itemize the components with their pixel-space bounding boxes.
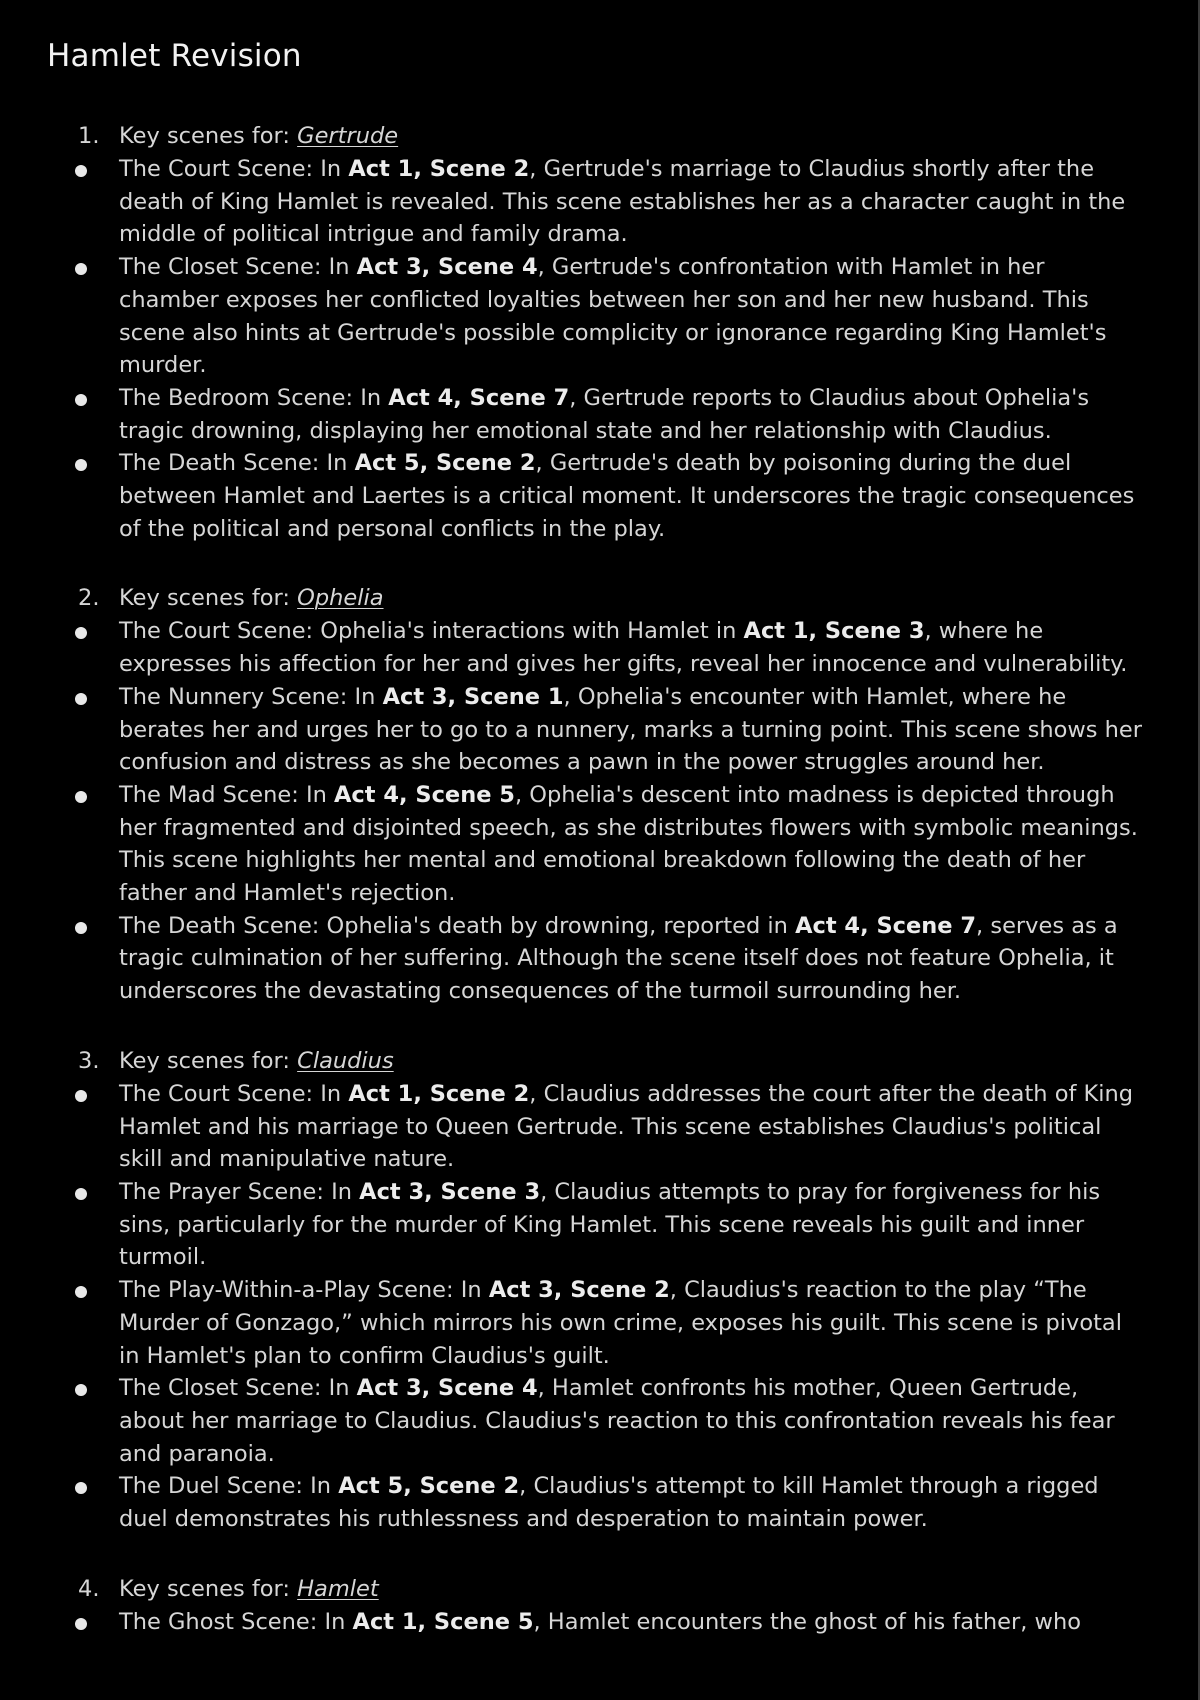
scene-description: , Gertrude reports to Claudius about Ophelia's tragic drowning, displaying her emotional state and her relationship with Claudius.: [119, 384, 1090, 444]
section-heading: [0, 1573, 1180, 1606]
section-heading-prefix: Key scenes for:: [119, 123, 298, 149]
act-scene-reference: Act 3, Scene 4: [356, 254, 538, 281]
act-scene-reference: Act 5, Scene 2: [338, 1473, 520, 1500]
scene-description: , Ophelia's encounter with Hamlet, where he berates her and urges her to go to a nunnery, marks a turning point. This scene shows her confusion and distress as she becomes a pawn in the power struggles around her.: [119, 683, 1143, 776]
scene-list: [0, 1078, 1180, 1536]
section-number: 3.: [78, 1047, 100, 1074]
scene-item: [0, 1606, 1180, 1639]
section-heading: [0, 120, 1180, 153]
section-number: 4.: [78, 1575, 100, 1602]
scene-lead-text: The Bedroom Scene: In: [119, 384, 389, 411]
act-scene-reference: Act 1, Scene 3: [743, 618, 925, 645]
section-heading-prefix: Key scenes for:: [119, 1575, 298, 1602]
character-section: [0, 1045, 1180, 1536]
scene-description: , serves as a tragic culmination of her suffering. Although the scene itself does not feature Ophelia, it underscores the devastating consequences of the turmoil surrounding her.: [119, 912, 1118, 1005]
scene-list: [0, 153, 1180, 545]
act-scene-reference: Act 1, Scene 2: [348, 156, 530, 182]
act-scene-reference: Act 3, Scene 4: [356, 1375, 538, 1402]
scene-item: [0, 153, 1180, 251]
bullet-icon: [75, 394, 87, 406]
character-name: Hamlet: [297, 1575, 379, 1602]
section-heading-prefix: Key scenes for:: [119, 585, 298, 612]
bullet-icon: [75, 1090, 87, 1102]
scene-description: , Claudius's reaction to the play “The Murder of Gonzago,” which mirrors his own crime, exposes his guilt. This scene is pivotal in Hamlet's plan to confirm Claudius's guilt.: [119, 1277, 1122, 1369]
bullet-icon: [75, 1482, 87, 1494]
bullet-icon: [75, 922, 87, 934]
scene-item: [0, 1372, 1180, 1470]
character-section: [0, 1573, 1180, 1639]
scene-item: [0, 1470, 1180, 1535]
section-heading: [0, 582, 1180, 615]
act-scene-reference: Act 4, Scene 7: [388, 384, 570, 411]
bullet-icon: [75, 693, 87, 705]
character-name: Claudius: [297, 1047, 394, 1074]
scene-description: , Claudius addresses the court after the death of King Hamlet and his marriage to Queen Gertrude. This scene establishes Claudius's political skill and manipulative nature.: [119, 1080, 1134, 1173]
section-heading: [0, 1045, 1180, 1078]
scene-lead-text: The Duel Scene: In: [119, 1473, 339, 1500]
scene-item: [0, 779, 1180, 910]
scene-item: [0, 1078, 1180, 1176]
scene-list: [0, 1606, 1180, 1639]
character-section: [0, 582, 1180, 1007]
scene-item: [0, 447, 1180, 545]
bullet-icon: [75, 459, 87, 471]
bullet-icon: [75, 263, 87, 275]
section-number: 1.: [78, 123, 100, 149]
scene-lead-text: The Mad Scene: In: [119, 781, 335, 808]
scene-lead-text: The Court Scene: In: [119, 1080, 349, 1107]
scene-lead-text: The Court Scene: In: [119, 156, 349, 182]
act-scene-reference: Act 1, Scene 5: [352, 1608, 534, 1635]
act-scene-reference: Act 5, Scene 2: [354, 450, 536, 477]
scene-lead-text: The Play-Within-a-Play Scene: In: [119, 1277, 489, 1304]
character-name: Ophelia: [297, 585, 384, 612]
scene-item: [0, 1274, 1180, 1372]
document-body: [0, 120, 1180, 1675]
act-scene-reference: Act 3, Scene 3: [359, 1178, 541, 1205]
scene-description: , Hamlet confronts his mother, Queen Gertrude, about her marriage to Claudius. Claudius's reaction to this confrontation reveals his fear and paranoia.: [119, 1375, 1115, 1467]
scene-lead-text: The Closet Scene: In: [119, 1375, 357, 1402]
scene-item: [0, 615, 1180, 680]
scene-item: [0, 251, 1180, 382]
act-scene-reference: Act 4, Scene 7: [795, 912, 977, 939]
scene-lead-text: The Closet Scene: In: [119, 254, 357, 281]
scene-description: , Ophelia's descent into madness is depicted through her fragmented and disjointed speech, as she distributes flowers with symbolic meanings. This scene highlights her mental and emotional breakdown following the death of her father and Hamlet's rejection.: [119, 781, 1138, 907]
scene-description: , Claudius attempts to pray for forgiveness for his sins, particularly for the murder of King Hamlet. This scene reveals his guilt and inner turmoil.: [119, 1178, 1101, 1271]
scene-description: , Gertrude's confrontation with Hamlet in her chamber exposes her conflicted loyalties between her son and her new husband. This scene also hints at Gertrude's possible complicity or ignorance regarding King Hamlet's murder.: [119, 254, 1107, 379]
scene-lead-text: The Death Scene: In: [119, 450, 355, 477]
bullet-icon: [75, 1286, 87, 1298]
scene-description: , where he expresses his affection for her and gives her gifts, reveal her innocence and vulnerability.: [119, 618, 1128, 678]
bullet-icon: [75, 627, 87, 639]
scene-lead-text: The Nunnery Scene: In: [119, 683, 383, 710]
scene-item: [0, 1176, 1180, 1274]
scene-item: [0, 382, 1180, 447]
document-title: Hamlet Revision: [47, 38, 302, 74]
bullet-icon: [75, 1384, 87, 1396]
scene-description: , Gertrude's marriage to Claudius shortly after the death of King Hamlet is revealed. This scene establishes her as a character caught in the middle of political intrigue and family drama.: [119, 156, 1126, 248]
section-heading-prefix: Key scenes for:: [119, 1047, 298, 1074]
scene-description: , Hamlet encounters the ghost of his father, who: [533, 1608, 1081, 1635]
scene-lead-text: The Prayer Scene: In: [119, 1178, 360, 1205]
scene-lead-text: The Ghost Scene: In: [119, 1608, 353, 1635]
bullet-icon: [75, 1188, 87, 1200]
bullet-icon: [75, 165, 87, 177]
character-section: [0, 120, 1180, 545]
scene-lead-text: The Death Scene: Ophelia's death by drowning, reported in: [119, 912, 796, 939]
bullet-icon: [75, 791, 87, 803]
scene-list: [0, 615, 1180, 1007]
bullet-icon: [75, 1618, 87, 1630]
act-scene-reference: Act 3, Scene 2: [488, 1277, 670, 1304]
act-scene-reference: Act 4, Scene 5: [334, 781, 515, 808]
scene-description: , Gertrude's death by poisoning during the duel between Hamlet and Laertes is a critical moment. It underscores the tragic consequences of the political and personal conflicts in the play.: [119, 450, 1135, 542]
character-name: Gertrude: [297, 123, 399, 149]
scene-lead-text: The Court Scene: Ophelia's interactions with Hamlet in: [119, 618, 744, 645]
section-number: 2.: [78, 585, 100, 612]
act-scene-reference: Act 1, Scene 2: [348, 1080, 530, 1107]
act-scene-reference: Act 3, Scene 1: [382, 683, 564, 710]
scene-description: , Claudius's attempt to kill Hamlet through a rigged duel demonstrates his ruthlessness and desperation to maintain power.: [119, 1473, 1099, 1533]
scene-item: [0, 681, 1180, 779]
scene-item: [0, 910, 1180, 1008]
